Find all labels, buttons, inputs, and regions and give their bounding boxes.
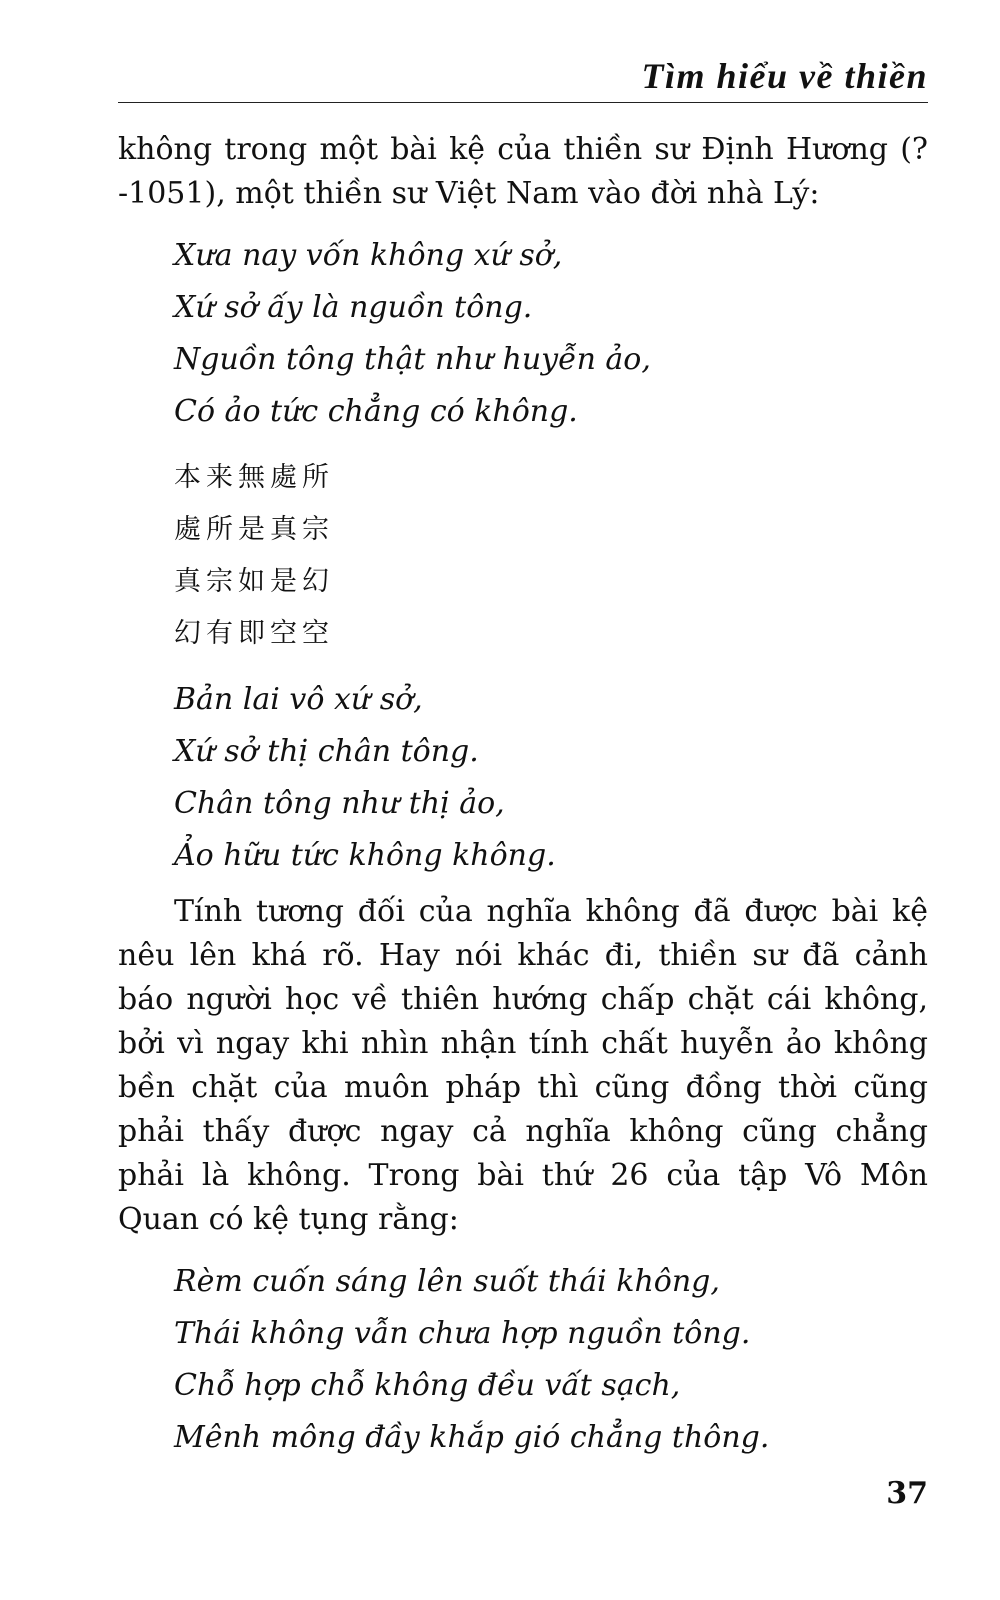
verse-han-viet [174, 674, 928, 882]
verse-han-characters [174, 452, 928, 660]
running-header-title: Tìm hiểu về thiền [641, 56, 928, 96]
verse-line: Rèm cuốn sáng lên suốt thái không, [174, 1264, 720, 1299]
page-body [118, 128, 928, 1464]
verse-line: Có ảo tức chẳng có không. [174, 394, 578, 429]
verse-viet-translation [174, 230, 928, 438]
verse-line: Chỗ hợp chỗ không đều vất sạch, [174, 1368, 681, 1403]
running-header [118, 56, 928, 103]
paragraph-intro: không trong một bài kệ của thiền sư Định Hương (?-1051), một thiền sư Việt Nam vào đời nhà Lý: [118, 132, 928, 211]
page-number: 37 [886, 1476, 928, 1511]
verse-line: Nguồn tông thật như huyễn ảo, [174, 342, 651, 377]
verse-line: 幻有即空空 [174, 618, 334, 649]
verse-line: 處所是真宗 [174, 514, 334, 545]
verse-line: 本来無處所 [174, 462, 334, 493]
paragraph-commentary: Tính tương đối của nghĩa không đã được bài kệ nêu lên khá rõ. Hay nói khác đi, thiền sư đã cảnh báo người học về thiên hướng chấp chặt cái không, bởi vì ngay khi nhìn nhận tính chất huyễn ảo không bền chặt của muôn pháp thì cũng đồng thời cũng phải thấy được ngay cả nghĩa không cũng chẳng phải là không. Trong bài thứ 26 của tập Vô Môn Quan có kệ tụng rằng: [118, 894, 928, 1237]
verse-line: Chân tông như thị ảo, [174, 786, 505, 821]
verse-line: Xứ sở thị chân tông. [174, 734, 479, 769]
verse-line: Mênh mông đầy khắp gió chẳng thông. [174, 1420, 770, 1455]
verse-line: Xứ sở ấy là nguồn tông. [174, 290, 533, 325]
verse-line: Ảo hữu tức không không. [174, 838, 556, 873]
verse-line: Xưa nay vốn không xứ sở, [174, 238, 563, 273]
verse-vo-mon-quan [174, 1256, 928, 1464]
verse-line: 真宗如是幻 [174, 566, 334, 597]
verse-line: Thái không vẫn chưa hợp nguồn tông. [174, 1316, 751, 1351]
verse-line: Bản lai vô xứ sở, [174, 682, 423, 717]
